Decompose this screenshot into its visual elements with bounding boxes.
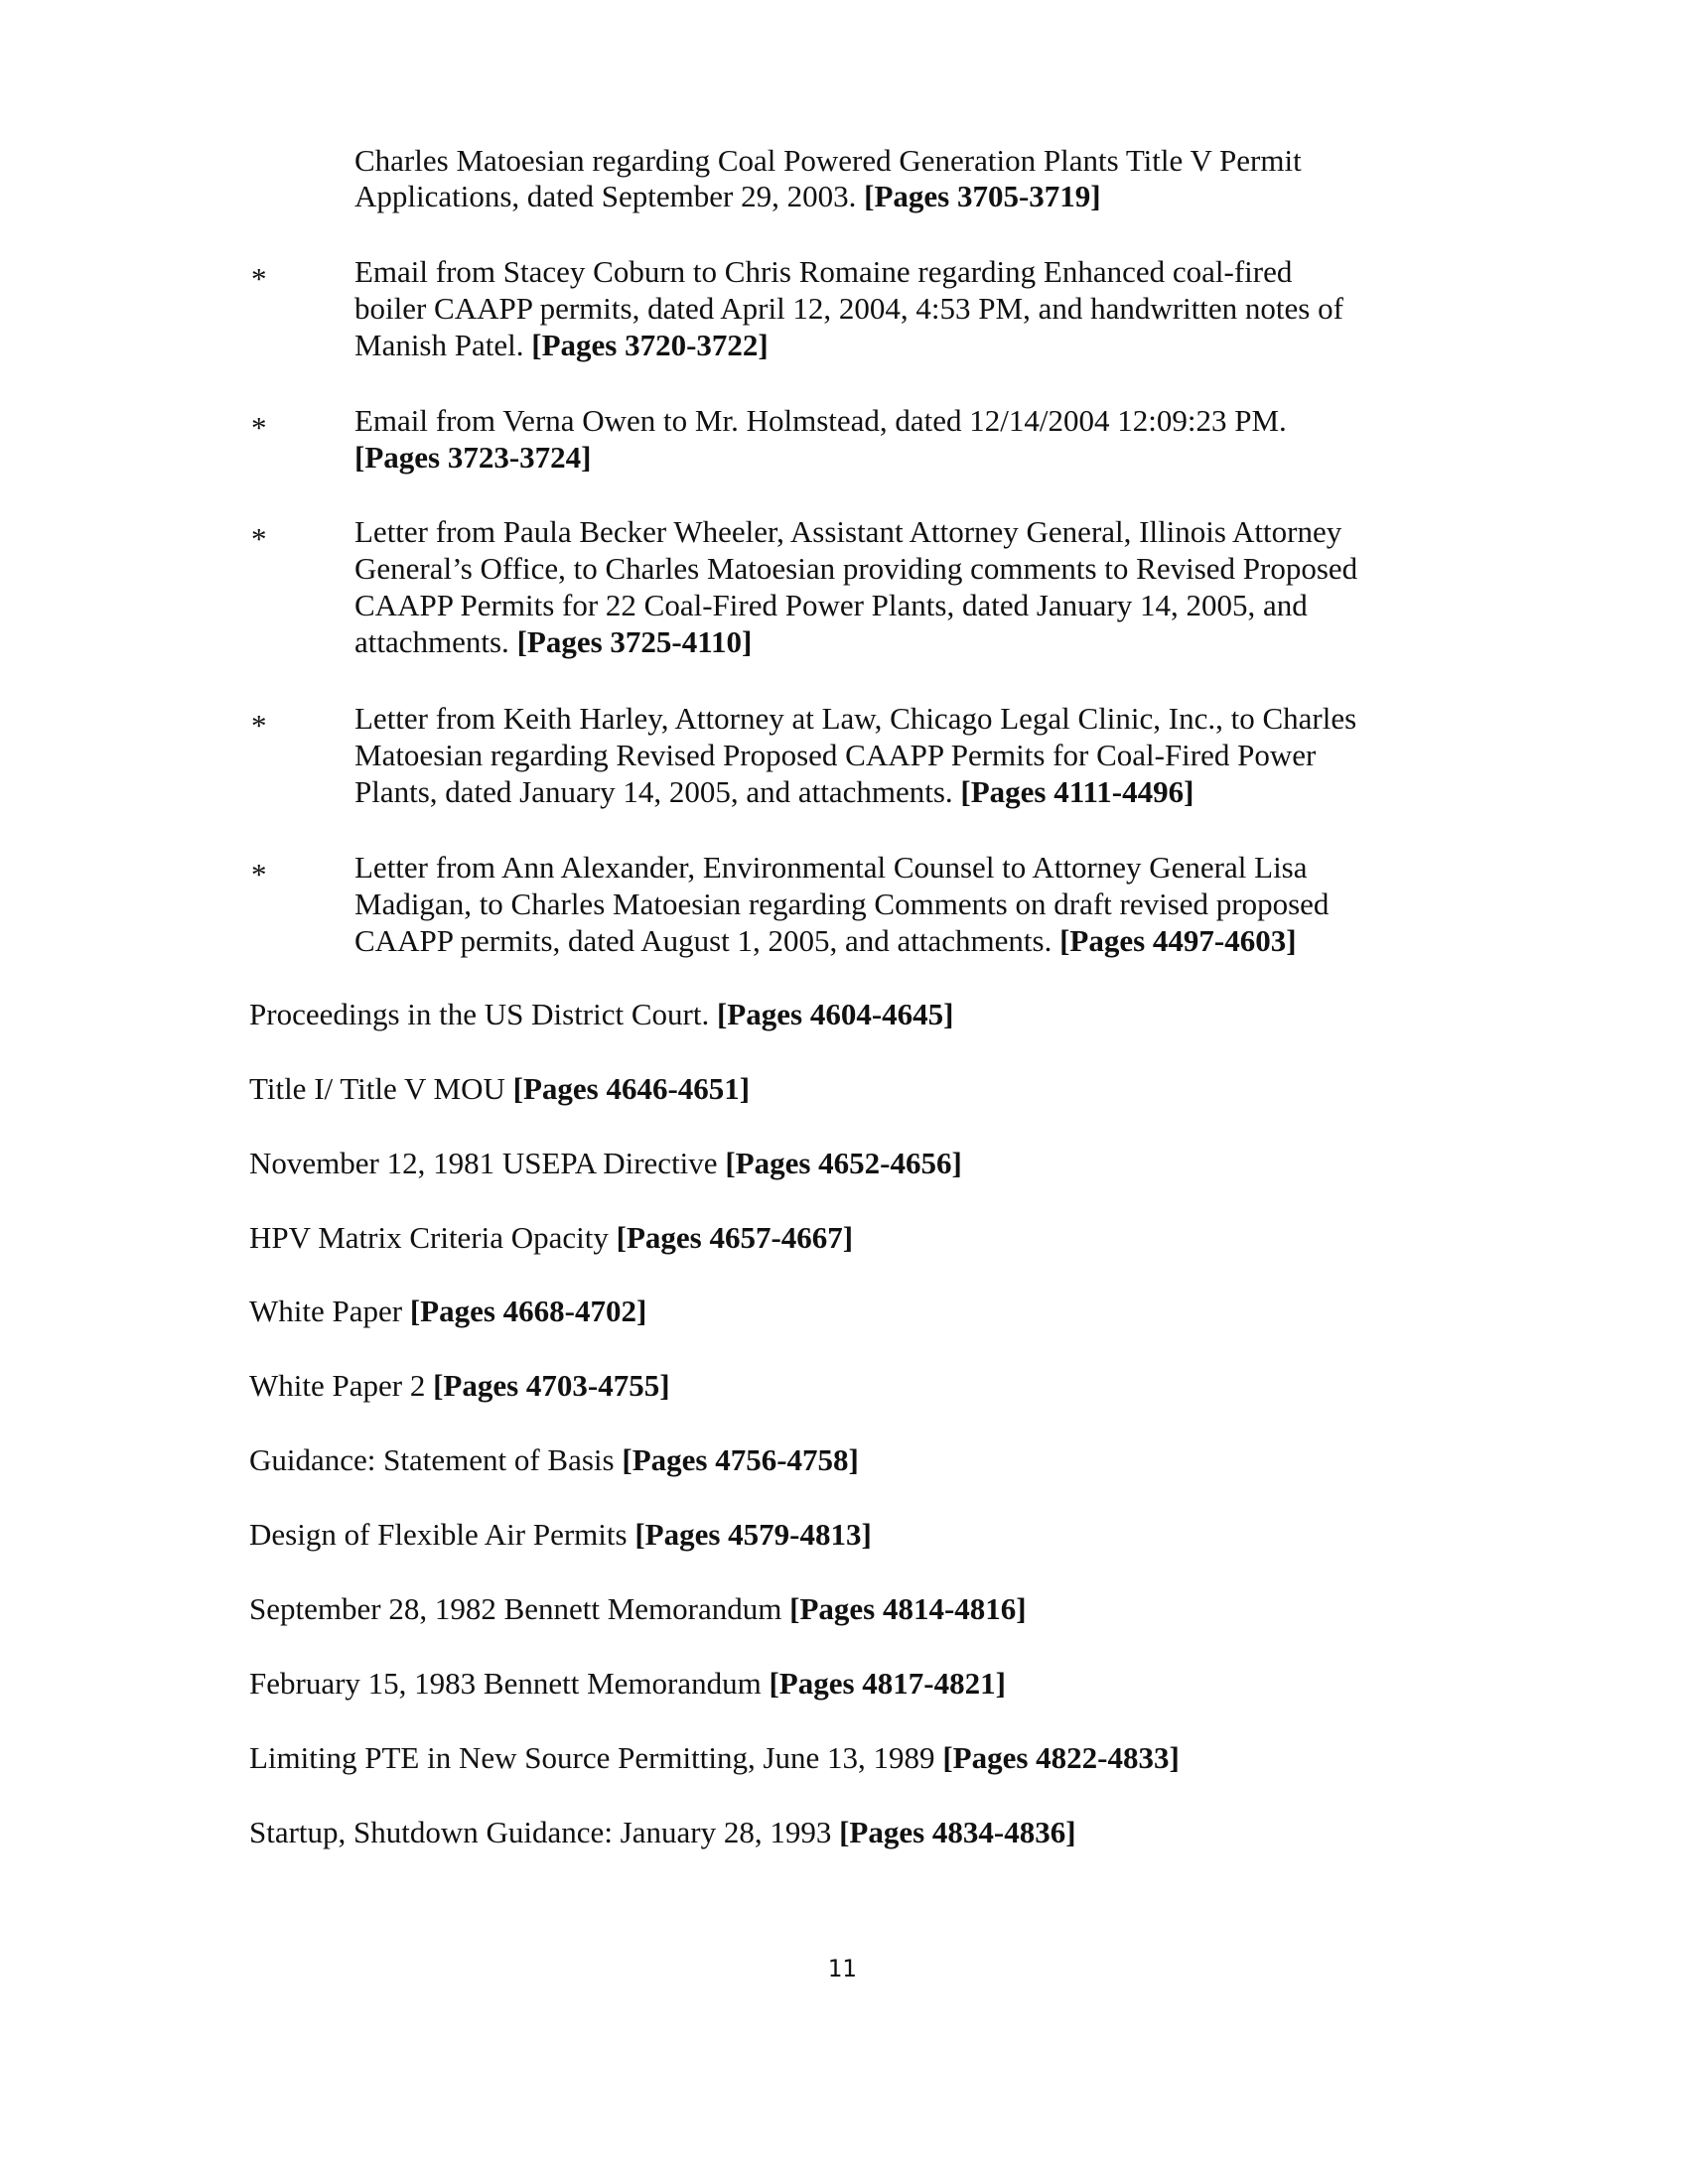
bullet-4-line-2 (354, 738, 1316, 773)
page-reference: [Pages 4111-4496] (960, 774, 1194, 809)
bullet-text: Letter from Paula Becker Wheeler, Assistant Attorney General, Illinois Attorney (354, 514, 1342, 549)
entry (249, 1517, 872, 1553)
entry-text: Limiting PTE in New Source Permitting, June 13, 1989 (249, 1740, 935, 1775)
entry (249, 1740, 1180, 1776)
bullet-marker: * (251, 410, 267, 445)
entry-text: Guidance: Statement of Basis (249, 1442, 615, 1477)
bullet-text: CAAPP Permits for 22 Coal-Fired Power Plants, dated January 14, 2005, and (354, 588, 1308, 622)
entry-text: HPV Matrix Criteria Opacity (249, 1220, 609, 1255)
entry (249, 1368, 670, 1404)
entry (249, 1146, 962, 1181)
page-reference: [Pages 4646-4651] (512, 1071, 751, 1106)
page-reference: [Pages 4834-4836] (839, 1815, 1076, 1849)
entry-text: September 28, 1982 Bennett Memorandum (249, 1591, 782, 1626)
bullet-text: Manish Patel. (354, 328, 524, 362)
bullet-text: Letter from Keith Harley, Attorney at Law, Chicago Legal Clinic, Inc., to Charles (354, 701, 1357, 736)
page-reference: [Pages 4579-4813] (634, 1517, 872, 1552)
bullet-marker: * (251, 261, 267, 296)
bullet-3-line-3 (354, 588, 1308, 623)
bullet-text: boiler CAAPP permits, dated April 12, 2004, 4:53 PM, and handwritten notes of (354, 291, 1343, 326)
bullet-text: General’s Office, to Charles Matoesian providing comments to Revised Proposed (354, 551, 1358, 586)
page-reference: [Pages 4703-4755] (433, 1368, 670, 1403)
bullet-marker: * (251, 521, 267, 556)
entry (249, 1591, 1027, 1627)
page-reference: [Pages 4497-4603] (1059, 923, 1297, 958)
entry-text: November 12, 1981 USEPA Directive (249, 1146, 718, 1180)
bullet-text: attachments. (354, 624, 509, 659)
bullet-2-line-1 (354, 403, 1287, 439)
page-reference: [Pages 3725-4110] (516, 624, 753, 659)
bullet-text: Email from Stacey Coburn to Chris Romaine regarding Enhanced coal-fired (354, 254, 1293, 289)
entry (249, 1071, 750, 1107)
page-reference: [Pages 4652-4656] (725, 1146, 962, 1180)
entry (249, 1815, 1076, 1850)
entry (249, 997, 953, 1032)
bullet-3-line-4 (354, 624, 752, 660)
entry-text: Proceedings in the US District Court. (249, 997, 710, 1031)
entry-text: Title I/ Title V MOU (249, 1071, 505, 1106)
bullet-4-line-3 (354, 774, 1193, 810)
bullet-marker: * (251, 708, 267, 743)
continuation-text: Applications, dated September 29, 2003. (354, 179, 857, 213)
bullet-text: Plants, dated January 14, 2005, and attachments. (354, 774, 953, 809)
page-reference: [Pages 4822-4833] (942, 1740, 1180, 1775)
page-reference: [Pages 3723-3724] (354, 440, 592, 475)
bullet-1-line-1 (354, 254, 1292, 290)
entry (249, 1220, 853, 1256)
bullet-5-line-2 (354, 887, 1329, 922)
bullet-text: Email from Verna Owen to Mr. Holmstead, dated 12/14/2004 12:09:23 PM. (354, 403, 1287, 438)
entry (249, 1442, 859, 1478)
bullet-text: Matoesian regarding Revised Proposed CAAPP Permits for Coal-Fired Power (354, 738, 1317, 772)
bullet-5-line-1 (354, 850, 1308, 886)
bullet-2-line-2 (354, 440, 591, 476)
bullet-text: Madigan, to Charles Matoesian regarding Comments on draft revised proposed (354, 887, 1330, 921)
page-number: 11 (827, 1955, 857, 1982)
entry-text: Startup, Shutdown Guidance: January 28, 1993 (249, 1815, 832, 1849)
entry-text: Design of Flexible Air Permits (249, 1517, 628, 1552)
page-reference: [Pages 4604-4645] (716, 997, 954, 1031)
page-reference: [Pages 3720-3722] (531, 328, 769, 362)
entry (249, 1294, 646, 1329)
entry-text: February 15, 1983 Bennett Memorandum (249, 1666, 762, 1701)
page-reference: [Pages 4756-4758] (622, 1442, 859, 1477)
page-reference: [Pages 3705-3719] (864, 179, 1101, 213)
continuation-line-1 (354, 143, 1302, 179)
bullet-3-line-2 (354, 551, 1357, 587)
bullet-1-line-2 (354, 291, 1343, 327)
bullet-text: CAAPP permits, dated August 1, 2005, and attachments. (354, 923, 1052, 958)
page-reference: [Pages 4814-4816] (789, 1591, 1027, 1626)
entry (249, 1666, 1006, 1702)
bullet-3-line-1 (354, 514, 1341, 550)
bullet-text: Letter from Ann Alexander, Environmental Counsel to Attorney General Lisa (354, 850, 1308, 885)
page-reference: [Pages 4817-4821] (769, 1666, 1006, 1701)
continuation-text: Charles Matoesian regarding Coal Powered Generation Plants Title V Permit (354, 143, 1302, 178)
bullet-marker: * (251, 857, 267, 891)
entry-text: White Paper 2 (249, 1368, 426, 1403)
bullet-5-line-3 (354, 923, 1297, 959)
bullet-1-line-3 (354, 328, 769, 363)
entry-text: White Paper (249, 1294, 403, 1328)
continuation-line-2 (354, 179, 1101, 214)
page-reference: [Pages 4668-4702] (409, 1294, 647, 1328)
page-reference: [Pages 4657-4667] (616, 1220, 854, 1255)
bullet-4-line-1 (354, 701, 1356, 737)
